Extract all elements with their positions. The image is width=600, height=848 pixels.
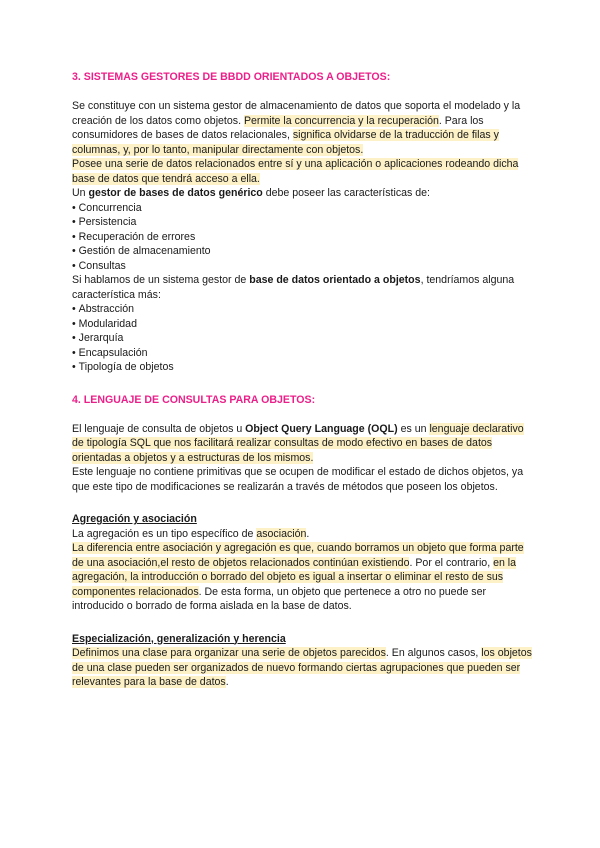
document-content xyxy=(72,70,532,690)
sec3-paragraph-2 xyxy=(72,157,532,186)
text-run: . xyxy=(225,676,229,688)
bold-term: Object Query Language (OQL) xyxy=(245,422,398,435)
sec3-paragraph-4 xyxy=(72,273,532,302)
text-run: . De esta forma, un objeto que pertenece a otro no puede ser introducido o borrado de forma aislada en la base de datos. xyxy=(72,585,487,612)
section-3-title: 3. SISTEMAS GESTORES DE BBDD ORIENTADOS A OBJETOS: xyxy=(72,71,391,83)
sec4-paragraph-2: Este lenguaje no contiene primitivas que se ocupen de modificar el estado de dichos objetos, ya que este tipo de modificaciones se realizarán a través de métodos que poseen los objetos. xyxy=(72,466,524,493)
text-run: . xyxy=(306,527,310,540)
highlight: en la agregación, la introducción o borrado del objeto es igual a insertar o eliminar el resto de sus componentes relacionados xyxy=(72,556,517,598)
highlight: La diferencia entre asociación y agregación es que, cuando borramos un objeto que forma parte de una asociación,el resto de objetos relacionados continúan existiendo xyxy=(72,542,524,569)
text-run: El lenguaje de consulta de objetos u xyxy=(72,422,246,435)
sec3-paragraph-3 xyxy=(72,186,532,201)
highlight: Permite la concurrencia y la recuperación xyxy=(243,114,439,127)
especializacion-title: Especialización, generalización y herencia xyxy=(72,632,286,645)
section-4-title: 4. LENGUAJE DE CONSULTAS PARA OBJETOS: xyxy=(72,393,316,406)
highlight: asociación xyxy=(256,527,307,540)
bold-term: base de datos orientado a objetos xyxy=(249,274,421,286)
highlight: lenguaje declarativo de tipología SQL que nos facilitará realizar consultas de modo efectivo en bases de datos orientadas a objetos y a estructuras de los mismos. xyxy=(72,422,524,464)
list-item: • Gestión de almacenamiento xyxy=(72,244,532,259)
text-run: La agregación es un tipo específico de xyxy=(72,527,257,540)
highlight: Posee una serie de datos relacionados entre sí y una aplicación o aplicaciones rodeando dicha base de datos que tendrá acceso a ella. xyxy=(72,158,519,185)
bold-term: gestor de bases de datos genérico xyxy=(88,187,263,199)
list-item: • Persistencia xyxy=(72,215,532,230)
list-item: • Concurrencia xyxy=(72,201,532,216)
list-item: • Jerarquía xyxy=(72,331,532,346)
text-run: Se constituye con un sistema gestor de almacenamiento de datos que soporta el modelado y la creación de los datos como objetos. xyxy=(72,100,521,127)
text-run: Si hablamos de un sistema gestor de xyxy=(72,274,250,286)
highlight: los objetos de una clase pueden ser organizados de nuevo formando ciertas agrupaciones que pueden ser relevantes para la base de datos xyxy=(72,647,532,688)
agregacion-title: Agregación y asociación xyxy=(72,513,197,525)
text-run: debe poseer las características de: xyxy=(262,187,430,199)
list-item: • Tipología de objetos xyxy=(72,360,532,375)
text-run: . Por el contrario, xyxy=(409,556,494,569)
agregacion-paragraph-2 xyxy=(72,541,532,614)
list-item: • Consultas xyxy=(72,259,532,274)
text-run: . En algunos casos, xyxy=(385,647,482,659)
highlight: Definimos una clase para organizar una serie de objetos parecidos xyxy=(72,647,386,659)
list-item: • Recuperación de errores xyxy=(72,230,532,245)
text-run: es un xyxy=(397,422,430,435)
sec3-paragraph-1 xyxy=(72,99,532,157)
text-run: Un xyxy=(72,187,89,199)
list-item: • Modularidad xyxy=(72,317,532,332)
characteristics-list xyxy=(72,201,532,274)
list-item: • Abstracción xyxy=(72,302,532,317)
oo-characteristics-list xyxy=(72,302,532,375)
highlight: significa olvidarse de la traducción de filas y columnas, y, por lo tanto, manipular directamente con objetos. xyxy=(72,129,499,156)
agregacion-paragraph-1 xyxy=(72,527,532,542)
sec4-paragraph-1 xyxy=(72,422,532,466)
especializacion-paragraph-1 xyxy=(72,646,532,690)
text-run: . Para los consumidores de bases de datos relacionales, xyxy=(72,114,484,141)
list-item: • Encapsulación xyxy=(72,346,532,361)
text-run: , tendríamos alguna característica más: xyxy=(72,274,515,301)
